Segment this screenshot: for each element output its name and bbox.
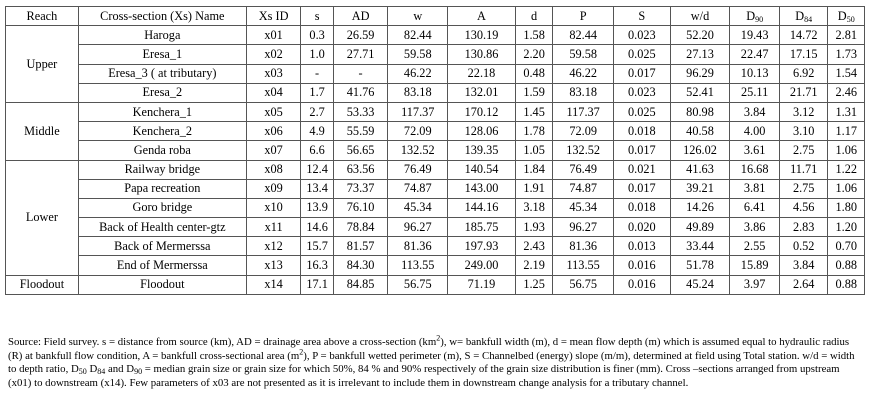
table-cell: x10 xyxy=(246,198,301,217)
table-cell: 2.20 xyxy=(515,45,552,64)
table-cell: 45.34 xyxy=(388,198,448,217)
table-cell: 19.43 xyxy=(730,26,780,45)
table-cell: Genda roba xyxy=(78,141,246,160)
table-cell: 82.44 xyxy=(553,26,614,45)
table-cell: 0.016 xyxy=(614,275,671,294)
table-cell: 0.025 xyxy=(614,102,671,121)
table-row xyxy=(6,83,865,102)
header-w: w xyxy=(388,7,448,26)
table-cell: x13 xyxy=(246,256,301,275)
table-cell: 76.49 xyxy=(553,160,614,179)
table-cell: 14.72 xyxy=(779,26,828,45)
table-cell: 81.57 xyxy=(333,237,388,256)
table-cell: x04 xyxy=(246,83,301,102)
table-cell: 1.17 xyxy=(828,122,865,141)
table-cell: 55.59 xyxy=(333,122,388,141)
table-cell: 16.3 xyxy=(301,256,333,275)
header-d90: $D_{90}$ xyxy=(730,7,780,26)
table-cell: 0.70 xyxy=(828,237,865,256)
table-cell: 2.64 xyxy=(779,275,828,294)
table-cell: 1.06 xyxy=(828,141,865,160)
table-row xyxy=(6,122,865,141)
table-cell: Kenchera_1 xyxy=(78,102,246,121)
table-cell: 83.18 xyxy=(388,83,448,102)
table-cell: x11 xyxy=(246,218,301,237)
table-cell: 4.00 xyxy=(730,122,780,141)
table-cell: Kenchera_2 xyxy=(78,122,246,141)
table-cell: 22.47 xyxy=(730,45,780,64)
table-row xyxy=(6,198,865,217)
table-cell: 15.7 xyxy=(301,237,333,256)
table-cell: 0.016 xyxy=(614,256,671,275)
table-cell: 130.19 xyxy=(448,26,516,45)
table-cell: Eresa_2 xyxy=(78,83,246,102)
table-cell: 0.025 xyxy=(614,45,671,64)
table-cell: 113.55 xyxy=(553,256,614,275)
header-wd: w/d xyxy=(670,7,730,26)
table-cell: 41.63 xyxy=(670,160,730,179)
table-cell: 81.36 xyxy=(553,237,614,256)
header-row xyxy=(6,7,865,26)
table-cell: 128.06 xyxy=(448,122,516,141)
table-cell: 84.30 xyxy=(333,256,388,275)
table-cell: 17.1 xyxy=(301,275,333,294)
table-cell: 132.52 xyxy=(553,141,614,160)
table-cell: 11.71 xyxy=(779,160,828,179)
table-cell: 15.89 xyxy=(730,256,780,275)
table-cell: 170.12 xyxy=(448,102,516,121)
table-row xyxy=(6,102,865,121)
table-cell: 1.05 xyxy=(515,141,552,160)
table-cell: x14 xyxy=(246,275,301,294)
table-cell: 6.92 xyxy=(779,64,828,83)
table-cell: 0.017 xyxy=(614,141,671,160)
table-cell: 13.9 xyxy=(301,198,333,217)
table-cell: 1.80 xyxy=(828,198,865,217)
table-cell: 63.56 xyxy=(333,160,388,179)
header-d50: $D_{50}$ xyxy=(828,7,865,26)
table-row xyxy=(6,64,865,83)
table-cell: 1.93 xyxy=(515,218,552,237)
header-d: d xyxy=(515,7,552,26)
table-cell: 2.75 xyxy=(779,141,828,160)
table-row xyxy=(6,141,865,160)
table-cell: 1.06 xyxy=(828,179,865,198)
table-cell: 0.021 xyxy=(614,160,671,179)
table-cell: Papa recreation xyxy=(78,179,246,198)
header-s: s xyxy=(301,7,333,26)
table-cell: Eresa_3 ( at tributary) xyxy=(78,64,246,83)
table-cell: 0.017 xyxy=(614,64,671,83)
reach-cell: Lower xyxy=(6,160,79,275)
table-cell: 0.023 xyxy=(614,26,671,45)
table-cell: 45.24 xyxy=(670,275,730,294)
table-cell: 96.29 xyxy=(670,64,730,83)
table-cell: 74.87 xyxy=(553,179,614,198)
table-cell: 1.91 xyxy=(515,179,552,198)
table-cell: 3.97 xyxy=(730,275,780,294)
table-cell: 1.73 xyxy=(828,45,865,64)
table-cell: 117.37 xyxy=(553,102,614,121)
table-cell: 1.59 xyxy=(515,83,552,102)
table-row xyxy=(6,256,865,275)
table-cell: 0.023 xyxy=(614,83,671,102)
table-cell: 3.86 xyxy=(730,218,780,237)
table-cell: 2.7 xyxy=(301,102,333,121)
table-cell: 27.13 xyxy=(670,45,730,64)
table-cell: 1.84 xyxy=(515,160,552,179)
table-cell: 3.81 xyxy=(730,179,780,198)
table-cell: 45.34 xyxy=(553,198,614,217)
table-cell: 1.7 xyxy=(301,83,333,102)
table-cell: Back of Health center-gtz xyxy=(78,218,246,237)
table-cell: 1.31 xyxy=(828,102,865,121)
table-cell: x07 xyxy=(246,141,301,160)
table-cell: 74.87 xyxy=(388,179,448,198)
table-cell: 10.13 xyxy=(730,64,780,83)
table-cell: 59.58 xyxy=(553,45,614,64)
table-cell: 0.88 xyxy=(828,275,865,294)
table-cell: 96.27 xyxy=(388,218,448,237)
table-cell: 143.00 xyxy=(448,179,516,198)
table-body xyxy=(6,26,865,295)
table-cell: Floodout xyxy=(78,275,246,294)
table-cell: 2.19 xyxy=(515,256,552,275)
table-cell: 52.20 xyxy=(670,26,730,45)
header-xs-name: Cross-section (Xs) Name xyxy=(78,7,246,26)
table-cell: 4.9 xyxy=(301,122,333,141)
table-cell: 3.10 xyxy=(779,122,828,141)
table-row xyxy=(6,237,865,256)
table-row xyxy=(6,160,865,179)
table-cell: 17.15 xyxy=(779,45,828,64)
table-cell: 12.4 xyxy=(301,160,333,179)
header-p: P xyxy=(553,7,614,26)
table-cell: 3.84 xyxy=(730,102,780,121)
table-cell: 140.54 xyxy=(448,160,516,179)
table-cell: 1.78 xyxy=(515,122,552,141)
table-cell: 2.55 xyxy=(730,237,780,256)
table-cell: 0.020 xyxy=(614,218,671,237)
table-cell: 82.44 xyxy=(388,26,448,45)
table-row xyxy=(6,45,865,64)
table-cell: 6.41 xyxy=(730,198,780,217)
reach-cell: Upper xyxy=(6,26,79,103)
header-a: A xyxy=(448,7,516,26)
table-cell: 13.4 xyxy=(301,179,333,198)
header-xs-id: Xs ID xyxy=(246,7,301,26)
table-cell: 25.11 xyxy=(730,83,780,102)
table-cell: 81.36 xyxy=(388,237,448,256)
table-cell: 21.71 xyxy=(779,83,828,102)
table-cell: 3.84 xyxy=(779,256,828,275)
table-cell: 144.16 xyxy=(448,198,516,217)
table-cell: 2.75 xyxy=(779,179,828,198)
header-reach: Reach xyxy=(6,7,79,26)
table-cell: 72.09 xyxy=(553,122,614,141)
table-cell: 117.37 xyxy=(388,102,448,121)
table-cell: Haroga xyxy=(78,26,246,45)
table-cell: 49.89 xyxy=(670,218,730,237)
table-cell: End of Mermerssa xyxy=(78,256,246,275)
header-ad: AD xyxy=(333,7,388,26)
table-cell: 51.78 xyxy=(670,256,730,275)
table-cell: - xyxy=(333,64,388,83)
table-cell: 14.26 xyxy=(670,198,730,217)
table-cell: 72.09 xyxy=(388,122,448,141)
table-cell: 40.58 xyxy=(670,122,730,141)
table-cell: 71.19 xyxy=(448,275,516,294)
table-cell: x01 xyxy=(246,26,301,45)
table-cell: 1.20 xyxy=(828,218,865,237)
table-cell: 4.56 xyxy=(779,198,828,217)
table-cell: 96.27 xyxy=(553,218,614,237)
table-cell: 22.18 xyxy=(448,64,516,83)
table-cell: 76.49 xyxy=(388,160,448,179)
table-cell: x12 xyxy=(246,237,301,256)
table-cell: 76.10 xyxy=(333,198,388,217)
table-cell: 80.98 xyxy=(670,102,730,121)
table-cell: - xyxy=(301,64,333,83)
table-cell: 59.58 xyxy=(388,45,448,64)
table-cell: x03 xyxy=(246,64,301,83)
table-cell: 0.017 xyxy=(614,179,671,198)
table-cell: 2.46 xyxy=(828,83,865,102)
table-cell: 2.43 xyxy=(515,237,552,256)
table-cell: 83.18 xyxy=(553,83,614,102)
table-cell: 1.45 xyxy=(515,102,552,121)
table-cell: 2.83 xyxy=(779,218,828,237)
table-cell: 56.65 xyxy=(333,141,388,160)
table-cell: x09 xyxy=(246,179,301,198)
header-slope: S xyxy=(614,7,671,26)
table-cell: 16.68 xyxy=(730,160,780,179)
table-row xyxy=(6,275,865,294)
table-cell: 2.81 xyxy=(828,26,865,45)
table-row xyxy=(6,218,865,237)
table-cell: 84.85 xyxy=(333,275,388,294)
table-cell: 197.93 xyxy=(448,237,516,256)
table-row xyxy=(6,179,865,198)
table-cell: 53.33 xyxy=(333,102,388,121)
table-cell: Eresa_1 xyxy=(78,45,246,64)
table-cell: 46.22 xyxy=(388,64,448,83)
table-cell: x02 xyxy=(246,45,301,64)
table-cell: 0.3 xyxy=(301,26,333,45)
table-cell: 0.018 xyxy=(614,122,671,141)
table-cell: 3.61 xyxy=(730,141,780,160)
table-cell: x08 xyxy=(246,160,301,179)
reach-cell: Middle xyxy=(6,102,79,160)
table-cell: 56.75 xyxy=(553,275,614,294)
table-cell: 0.48 xyxy=(515,64,552,83)
table-cell: 0.013 xyxy=(614,237,671,256)
table-cell: 27.71 xyxy=(333,45,388,64)
table-cell: 1.0 xyxy=(301,45,333,64)
table-cell: 52.41 xyxy=(670,83,730,102)
table-cell: 1.22 xyxy=(828,160,865,179)
table-cell: 41.76 xyxy=(333,83,388,102)
table-cell: 132.01 xyxy=(448,83,516,102)
table-cell: 39.21 xyxy=(670,179,730,198)
table-cell: 132.52 xyxy=(388,141,448,160)
table-cell: x06 xyxy=(246,122,301,141)
table-footnote: Source: Field survey. s = distance from source (km), AD = drainage area above a cross-section $(km^2)$, w= bankfull width (m), d = mean flow depth (m) which is assumed equal to hydraulic radius (R) at bankfull flow condition, A = bankfull cross-sectional area $(m^2)$, P = bankfull wetted perimeter (m), S = Channelbed (energy) slope (m/m), determined at field using Total station. w/d = width to depth ratio, $D_{50}$ $D_{84}$ and $D_{90}$ = median grain size or grain size for which 50%, 84 % and 90% respectively of the grain size distribution is finer (mm). Cross –sections arranged from upstream (x01) to downstream (x14). Few parameters of x03 are not presented as it is irrelevant to include them in downstream change analysis for a tributary channel. xyxy=(8,333,855,389)
table-cell: 1.58 xyxy=(515,26,552,45)
table-cell: 113.55 xyxy=(388,256,448,275)
table-row xyxy=(6,26,865,45)
table-cell: 185.75 xyxy=(448,218,516,237)
table-cell: 6.6 xyxy=(301,141,333,160)
table-cell: 3.18 xyxy=(515,198,552,217)
header-d84: $D_{84}$ xyxy=(779,7,828,26)
table-cell: Railway bridge xyxy=(78,160,246,179)
table-cell: 3.12 xyxy=(779,102,828,121)
table-cell: 1.25 xyxy=(515,275,552,294)
table-cell: 249.00 xyxy=(448,256,516,275)
data-table xyxy=(5,6,865,295)
table-cell: 46.22 xyxy=(553,64,614,83)
table-cell: 0.52 xyxy=(779,237,828,256)
table-cell: x05 xyxy=(246,102,301,121)
table-cell: 139.35 xyxy=(448,141,516,160)
table-cell: 0.88 xyxy=(828,256,865,275)
table-cell: 33.44 xyxy=(670,237,730,256)
table-cell: 14.6 xyxy=(301,218,333,237)
table-cell: 78.84 xyxy=(333,218,388,237)
table-cell: 73.37 xyxy=(333,179,388,198)
table-cell: 56.75 xyxy=(388,275,448,294)
table-cell: 130.86 xyxy=(448,45,516,64)
table-cell: 126.02 xyxy=(670,141,730,160)
table-cell: 0.018 xyxy=(614,198,671,217)
table-cell: 26.59 xyxy=(333,26,388,45)
table-cell: 1.54 xyxy=(828,64,865,83)
reach-cell: Floodout xyxy=(6,275,79,294)
table-cell: Goro bridge xyxy=(78,198,246,217)
table-cell: Back of Mermerssa xyxy=(78,237,246,256)
